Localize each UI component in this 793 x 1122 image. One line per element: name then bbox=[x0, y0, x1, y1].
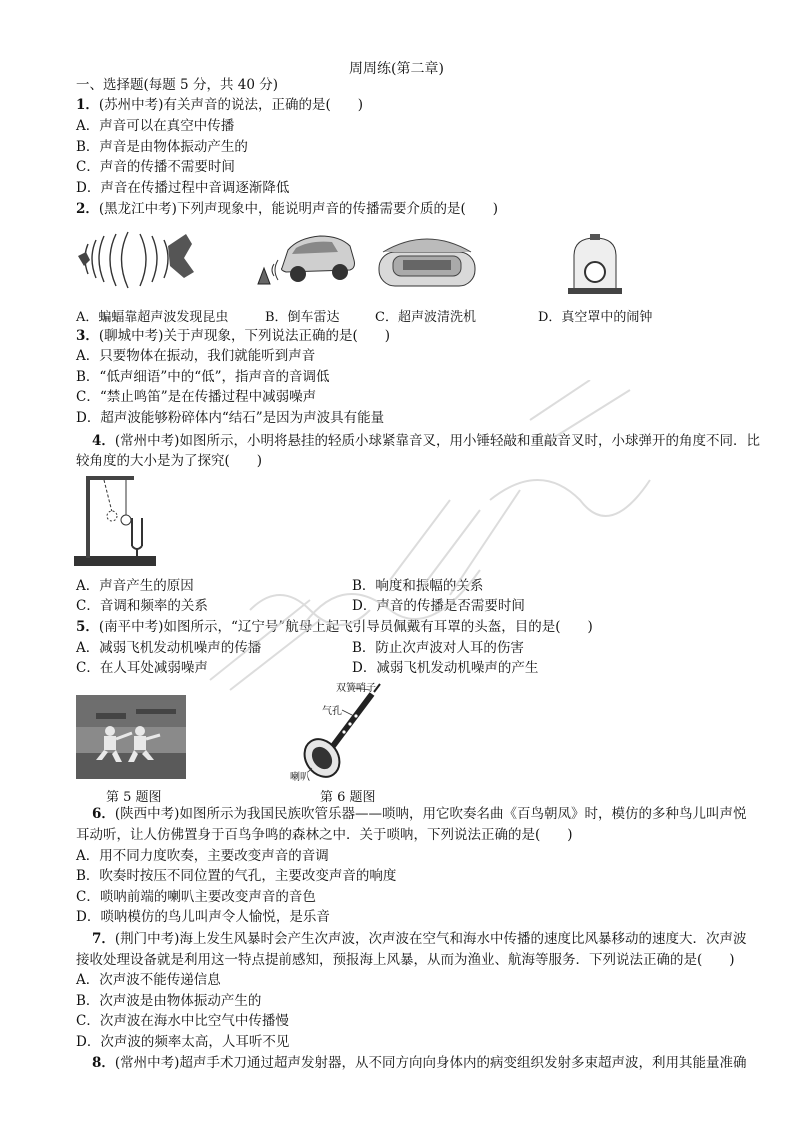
question-4-cont: 较角度的大小是为了探究( ) bbox=[76, 453, 263, 469]
bell-jar-figure bbox=[566, 234, 624, 296]
question-number: 5． bbox=[76, 619, 99, 635]
question-number: 4． bbox=[92, 433, 115, 449]
question-7-cont: 接收处理设备就是利用这一特点提前感知，预报海上风暴，从而为渔业、航海等服务．下列说法正确的是( ) bbox=[76, 952, 735, 968]
question-stem: (陕西中考)如图所示为我国民族吹管乐器——唢呐，用它吹奏名曲《百鸟朝凤》时，模仿的多种鸟儿叫声悦 bbox=[114, 806, 747, 822]
option-6b: B．吹奏时按压不同位置的气孔，主要改变声音的响度 bbox=[76, 868, 397, 884]
option-2a: A．蝙蝠靠超声波发现昆虫 bbox=[76, 310, 229, 325]
option-3b: B．“低声细语”中的“低”，指声音的音调低 bbox=[76, 369, 330, 385]
ultrasonic-cleaner-figure bbox=[373, 230, 481, 290]
option-7d: D．次声波的频率太高，人耳听不见 bbox=[76, 1034, 290, 1050]
label-air-hole: 气孔 bbox=[322, 706, 342, 717]
page-title: 周周练(第二章) bbox=[349, 61, 444, 77]
figure-6-caption: 第 6 题图 bbox=[320, 790, 376, 805]
question-7 bbox=[92, 930, 746, 949]
question-2 bbox=[76, 200, 498, 219]
question-number: 8． bbox=[92, 1055, 115, 1071]
option-2b: B．倒车雷达 bbox=[265, 310, 340, 325]
question-stem: (常州中考)超声手术刀通过超声发射器，从不同方向向身体内的病变组织发射多束超声波，利用其能量准确 bbox=[114, 1055, 747, 1071]
question-number: 7． bbox=[92, 931, 115, 947]
question-stem: (苏州中考)有关声音的说法，正确的是( ) bbox=[98, 97, 363, 113]
figure-5-caption: 第 5 题图 bbox=[106, 790, 162, 805]
option-2d: D．真空罩中的闹钟 bbox=[538, 310, 653, 325]
question-stem: (常州中考)如图所示，小明将悬挂的轻质小球紧靠音叉，用小锤轻敲和重敲音叉时，小球弹开的角度不同．比 bbox=[114, 433, 760, 449]
option-3a: A．只要物体在振动，我们就能听到声音 bbox=[76, 348, 316, 364]
label-reed: 双簧哨子 bbox=[336, 683, 376, 694]
section-heading: 一、选择题(每题 5 分，共 40 分) bbox=[76, 77, 278, 93]
question-number: 2． bbox=[76, 201, 99, 217]
option-4a: A．声音产生的原因 bbox=[76, 578, 194, 594]
question-3 bbox=[76, 327, 390, 346]
question-stem: (荆门中考)海上发生风暴时会产生次声波，次声波在空气和海水中传播的速度比风暴移动的速度大．次声波 bbox=[114, 931, 747, 947]
option-7b: B．次声波是由物体振动产生的 bbox=[76, 993, 262, 1009]
option-5b: B．防止次声波对人耳的伤害 bbox=[352, 640, 524, 656]
option-4b: B．响度和振幅的关系 bbox=[352, 578, 484, 594]
question-8 bbox=[92, 1054, 746, 1073]
tuning-fork-figure bbox=[74, 472, 156, 570]
question-6 bbox=[92, 805, 746, 824]
option-6d: D．唢呐模仿的鸟儿叫声令人愉悦，是乐音 bbox=[76, 909, 330, 925]
option-5d: D．减弱飞机发动机噪声的产生 bbox=[352, 660, 539, 676]
option-5c: C．在人耳处减弱噪声 bbox=[76, 660, 208, 676]
option-3c: C．“禁止鸣笛”是在传播过程中减弱噪声 bbox=[76, 389, 317, 405]
option-1c: C．声音的传播不需要时间 bbox=[76, 159, 235, 175]
option-7c: C．次声波在海水中比空气中传播慢 bbox=[76, 1013, 289, 1029]
option-1a: A．声音可以在真空中传播 bbox=[76, 118, 235, 134]
question-number: 6． bbox=[92, 806, 115, 822]
question-5 bbox=[76, 618, 593, 637]
question-number: 3． bbox=[76, 328, 99, 344]
option-1d: D．声音在传播过程中音调逐渐降低 bbox=[76, 180, 290, 196]
option-5a: A．减弱飞机发动机噪声的传播 bbox=[76, 640, 262, 656]
question-stem: (聊城中考)关于声现象，下列说法正确的是( ) bbox=[98, 328, 390, 344]
option-4c: C．音调和频率的关系 bbox=[76, 598, 208, 614]
bat-sonar-figure bbox=[76, 226, 194, 294]
option-7a: A．次声波不能传递信息 bbox=[76, 972, 221, 988]
option-6c: C．唢呐前端的喇叭主要改变声音的音色 bbox=[76, 889, 316, 905]
car-radar-figure bbox=[252, 224, 358, 290]
option-2c: C．超声波清洗机 bbox=[375, 310, 476, 325]
option-6a: A．用不同力度吹奏，主要改变声音的音调 bbox=[76, 848, 329, 864]
question-stem: (黑龙江中考)下列声现象中，能说明声音的传播需要介质的是( ) bbox=[98, 201, 498, 217]
suona-figure bbox=[284, 680, 404, 780]
carrier-crew-photo bbox=[76, 695, 186, 779]
question-4 bbox=[92, 432, 760, 451]
option-4d: D．声音的传播是否需要时间 bbox=[352, 598, 525, 614]
question-1 bbox=[76, 96, 363, 115]
question-stem: (南平中考)如图所示，“辽宁号”航母上起飞引导员佩戴有耳罩的头盔，目的是( ) bbox=[98, 619, 593, 635]
question-6-cont: 耳动听，让人仿佛置身于百鸟争鸣的森林之中．关于唢呐，下列说法正确的是( ) bbox=[76, 827, 573, 843]
label-horn: 喇叭 bbox=[290, 772, 310, 783]
option-3d: D．超声波能够粉碎体内“结石”是因为声波具有能量 bbox=[76, 410, 385, 426]
question-number: 1． bbox=[76, 97, 99, 113]
option-1b: B．声音是由物体振动产生的 bbox=[76, 139, 248, 155]
